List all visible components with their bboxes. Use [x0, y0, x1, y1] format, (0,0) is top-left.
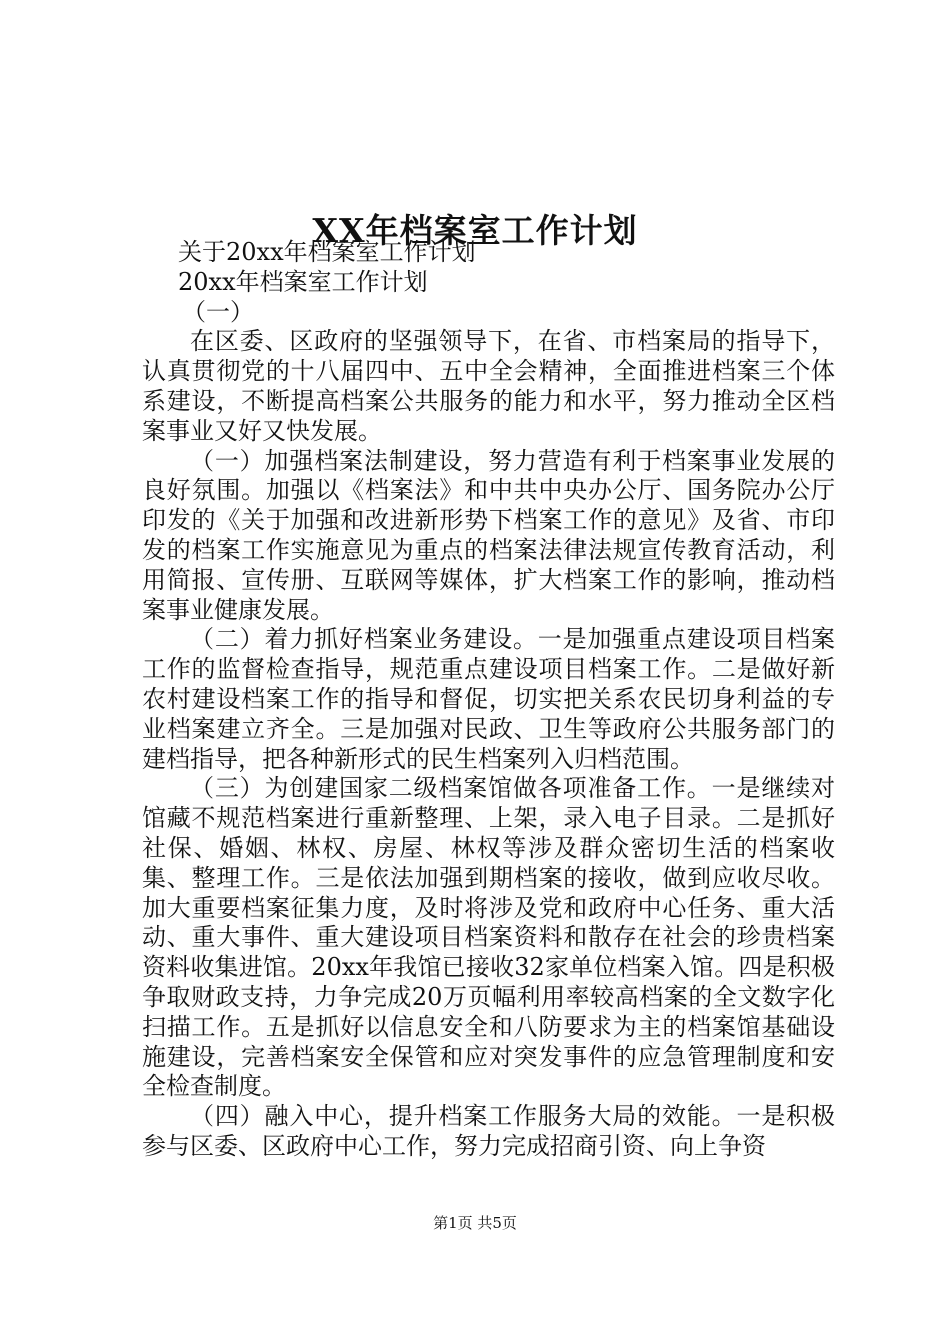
document-title: XX年档案室工作计划 — [312, 211, 638, 251]
paragraph-intro: 在区委、区政府的坚强领导下，在省、市档案局的指导下，认真贯彻党的十八届四中、五中全会精神，全面推进档案三个体系建设，不断提高档案公共服务的能力和水平，努力推动全区档案事业又好又快发展。 — [142, 327, 835, 445]
subtitle-line-1: 关于20xx年档案室工作计划 — [178, 238, 476, 266]
section-marker: （一） — [182, 297, 254, 326]
paragraph-section-3: （三）为创建国家二级档案馆做各项准备工作。一是继续对馆藏不规范档案进行重新整理、上架，录入电子目录。二是抓好社保、婚姻、林权、房屋、林权等涉及群众密切生活的档案收集、整理工作。三是依法加强到期档案的接收，做到应收尽收。加大重要档案征集力度，及时将涉及党和政府中心任务、重大活动、重大事件、重大建设项目档案资料和散存在社会的珍贵档案资料收集进馆。20xx年我馆已接收32家单位档案入馆。四是积极争取财政支持，力争完成20万页幅利用率较高档案的全文数字化扫描工作。五是抓好以信息安全和八防要求为主的档案馆基础设施建设，完善档案安全保管和应对突发事件的应急管理制度和安全检查制度。 — [142, 774, 835, 1101]
paragraph-section-4: （四）融入中心，提升档案工作服务大局的效能。一是积极参与区委、区政府中心工作，努力完成招商引资、向上争资 — [142, 1102, 835, 1160]
paragraph-section-2: （二）着力抓好档案业务建设。一是加强重点建设项目档案工作的监督检查指导，规范重点建设项目档案工作。二是做好新农村建设档案工作的指导和督促，切实把关系农民切身利益的专业档案建立齐全。三是加强对民政、卫生等政府公共服务部门的建档指导，把各种新形式的民生档案列入归档范围。 — [142, 625, 835, 773]
subtitle-line-2: 20xx年档案室工作计划 — [178, 267, 428, 296]
paragraph-section-1: （一）加强档案法制建设，努力营造有利于档案事业发展的良好氛围。加强以《档案法》和中共中央办公厅、国务院办公厅印发的《关于加强和改进新形势下档案工作的意见》及省、市印发的档案工作实施意见为重点的档案法律法规宣传教育活动，利用简报、宣传册、互联网等媒体，扩大档案工作的影响，推动档案事业健康发展。 — [142, 446, 835, 624]
page-number-footer: 第1页 共5页 — [433, 1214, 517, 1232]
document-body — [142, 238, 835, 1162]
